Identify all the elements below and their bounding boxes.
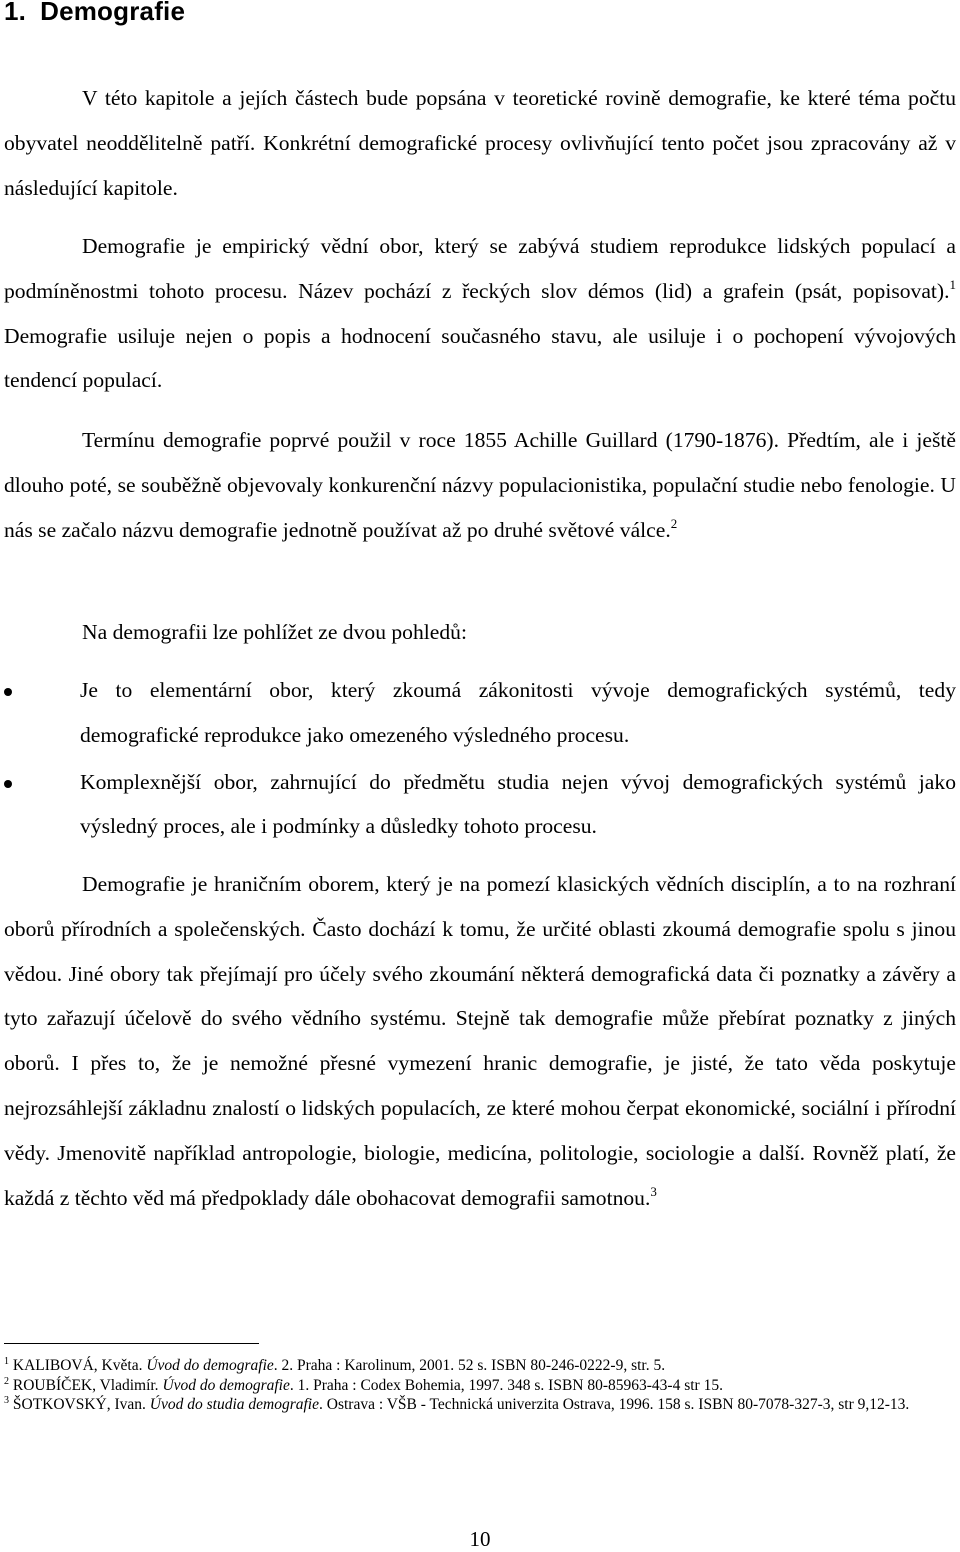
footnote-item: [4, 1395, 956, 1415]
views-bullet-list: [0, 668, 960, 849]
footnote-number: 3: [4, 1395, 9, 1406]
footnote-ref-2: 2: [670, 515, 678, 531]
chapter-title: Demografie: [40, 0, 186, 26]
paragraph-views-intro-text: Na demografii lze pohlížet ze dvou pohledů:: [82, 620, 467, 644]
list-item: [0, 760, 956, 850]
paragraph-definition: [4, 224, 956, 403]
bullet-icon: [4, 688, 12, 696]
footnote-ref-3: 3: [650, 1183, 657, 1199]
footnote-title: Úvod do demografie: [146, 1357, 274, 1374]
paragraph-history: [4, 418, 956, 552]
page-number: 10: [469, 1527, 491, 1551]
paragraph-interdisciplinary: [4, 862, 956, 1220]
paragraph-history-text: Termínu demografie poprvé použil v roce 1855 Achille Guillard (1790-1876). Předtím, ale i ještě dlouho poté, se souběžně objevovaly konkurenční názvy populacionistika, populační studie nebo fenologie. U nás se začalo názvu demografie jednotně používat až po druhé světové válce.: [4, 428, 956, 542]
footnote-author: ŠOTKOVSKÝ, Ivan.: [12, 1396, 146, 1413]
footnote-title: Úvod do demografie: [162, 1376, 290, 1394]
paragraph-definition-text-a: Demografie je empirický vědní obor, který se zabývá studiem reprodukce lidských populací a podmíněnostmi tohoto procesu. Název pochází z řeckých slov démos (lid) a grafein (psát, popisovat).: [4, 234, 956, 303]
list-item-text: Je to elementární obor, který zkoumá zákonitosti vývoje demografických systémů, tedy demografické reprodukce jako omezeného výsledného procesu.: [80, 678, 956, 747]
footnote-item: [4, 1356, 956, 1376]
footnote-details: . Ostrava : VŠB - Technická univerzita Ostrava, 1996. 158 s. ISBN 80-7078-327-3, str 9,12-13.: [319, 1396, 910, 1413]
paragraph-intro: [4, 76, 956, 210]
footnote-ref-1: 1: [949, 276, 956, 292]
paragraph-views-intro: [4, 610, 956, 655]
chapter-number: 1.: [4, 0, 27, 26]
footnote-details: . 2. Praha : Karolinum, 2001. 52 s. ISBN 80-246-0222-9, str. 5.: [273, 1357, 666, 1374]
footnote-title: Úvod do studia demografie: [149, 1396, 319, 1413]
footnotes: [4, 1356, 956, 1415]
paragraph-definition-text-b: Demografie usiluje nejen o popis a hodnocení současného stavu, ale usiluje i o pochopení vývojových tendencí populací.: [4, 323, 956, 393]
list-item-text: Komplexnější obor, zahrnující do předmětu studia nejen vývoj demografických systémů jako výsledný proces, ale i podmínky a důsledky tohoto procesu.: [80, 769, 956, 839]
list-item: [0, 668, 956, 758]
chapter-heading: [4, 0, 185, 27]
paragraph-interdisciplinary-text: Demografie je hraničním oborem, který je na pomezí klasických vědních disciplín, a to na rozhraní oborů přírodních a společenských. Často dochází k tomu, že určité oblasti zkoumá demografie spolu s jinou vědou. Jiné obory tak přejímají pro účely svého zkoumání některá demografická data či poznatky a závěry a tyto zařazují účelově do svého vědního systému. Stejně tak demografie může přebírat poznatky z jiných oborů. I přes to, že je nemožné přesné vymezení hranic demografie, je jisté, že tato věda poskytuje nejrozsáhlejší základnu znalostí o lidských populacích, ze které mohou čerpat ekonomické, sociální i přírodní vědy. Jmenovitě například antropologie, biologie, medicína, politologie, sociologie a další. Rovněž platí, že každá z těchto věd má předpoklady dále obohacovat demografii samotnou.: [4, 872, 956, 1210]
footnote-number: 2: [4, 1375, 9, 1387]
footnote-divider: [4, 1343, 259, 1344]
footnote-number: 1: [4, 1356, 9, 1367]
footnote-author: KALIBOVÁ, Květa.: [12, 1357, 143, 1374]
footnote-author: ROUBÍČEK, Vladimír.: [12, 1376, 159, 1394]
footnote-item: [4, 1376, 956, 1396]
bullet-icon: [4, 780, 12, 788]
paragraph-intro-text: V této kapitole a jejích částech bude popsána v teoretické rovině demografie, ke které téma počtu obyvatel neoddělitelně patří. Konkrétní demografické procesy ovlivňující tento počet jsou zpracovány až v následující kapitole.: [4, 86, 956, 200]
footnote-details: . 1. Praha : Codex Bohemia, 1997. 348 s. ISBN 80-85963-43-4 str 15.: [289, 1376, 723, 1394]
